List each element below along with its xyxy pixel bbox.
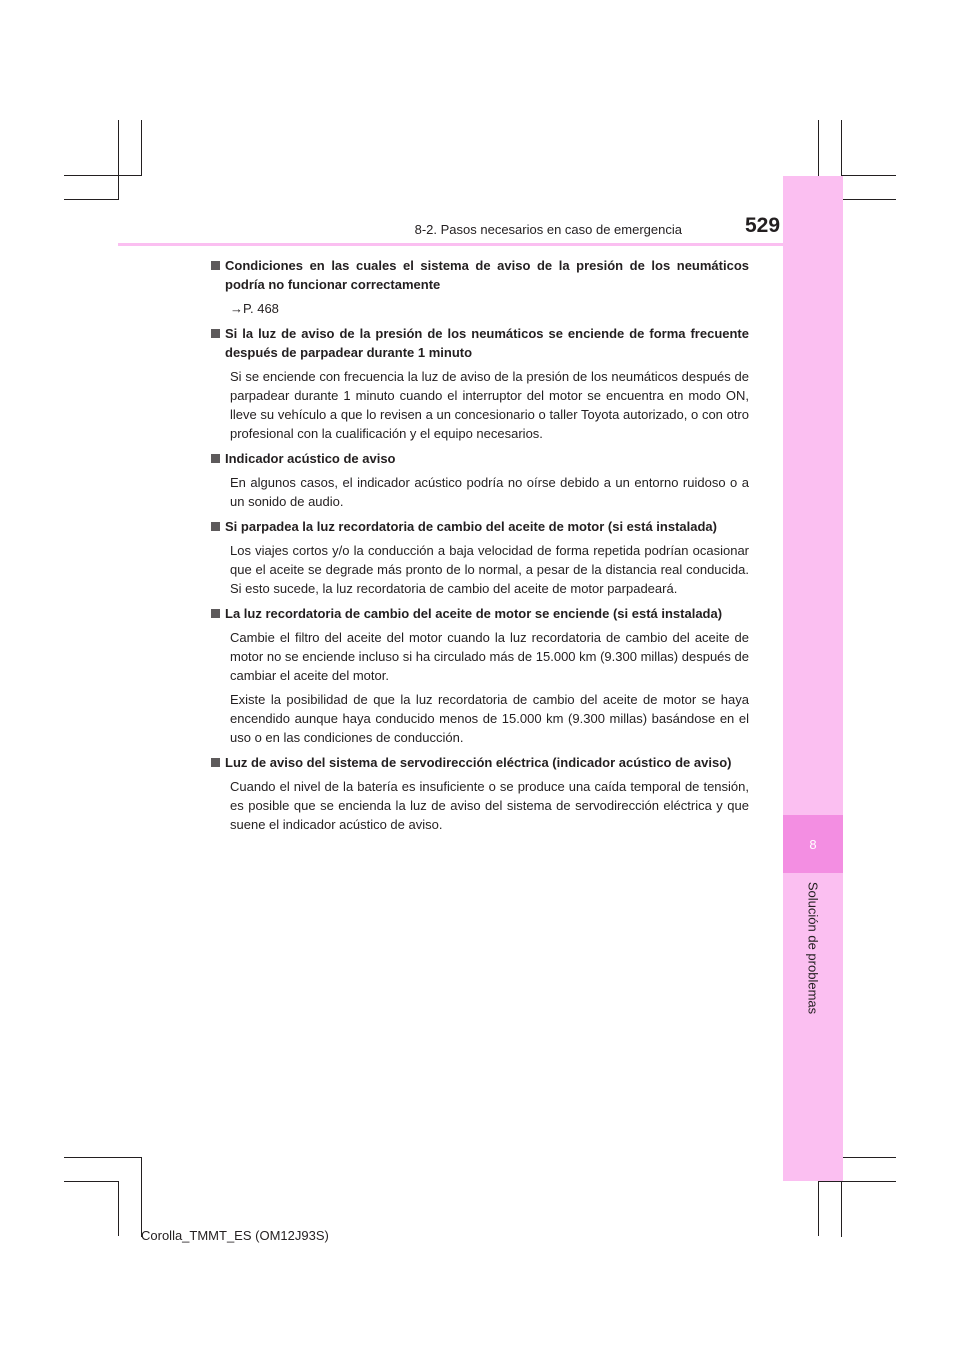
crop-mark [841,175,896,176]
chapter-number: 8 [783,815,843,873]
crop-mark [118,120,119,200]
document-id: Corolla_TMMT_ES (OM12J93S) [141,1228,329,1243]
section-heading [211,324,749,362]
header-divider [118,243,843,246]
square-bullet-icon [211,758,220,767]
section-heading-text: Indicador acústico de aviso [225,451,396,466]
section-heading-text: Luz de aviso del sistema de servodirección eléctrica (indicador acústico de aviso) [225,755,732,770]
section-heading [211,604,749,623]
page-number: 529 [745,214,781,237]
page-content [211,256,749,840]
section-heading-text: Condiciones en las cuales el sistema de aviso de la presión de los neumáticos podría no funcionar correctamente [225,258,749,292]
section-heading-text: La luz recordatoria de cambio del aceite de motor se enciende (si está instalada) [225,606,723,621]
section-oil-reminder-on [211,604,749,747]
section-warning-buzzer [211,449,749,511]
chapter-side-tab [783,176,843,1181]
crop-mark [64,1181,119,1182]
crop-mark [818,1181,819,1236]
page-reference-link[interactable]: →P. 468 [230,301,279,316]
section-heading [211,449,749,468]
section-paragraph: Los viajes cortos y/o la conducción a baja velocidad de forma repetida podrían ocasionar que el aceite se degrade más pronto de lo normal, a pesar de la distancia real conducida. Si esto sucede, la luz recordatoria de cambio del aceite de motor parpadeará. [230,543,749,596]
section-tpms-light-frequent [211,324,749,443]
crop-mark [64,1157,142,1158]
section-heading [211,517,749,536]
square-bullet-icon [211,609,220,618]
section-paragraph: Si se enciende con frecuencia la luz de aviso de la presión de los neumáticos después de parpadear durante 1 minuto cuando el interruptor del motor se encuentra en modo ON, lleve su vehículo a que lo revisen a un concesionario o taller Toyota autorizado, o con otro profesional con la cualificación y el equipo necesarios. [230,369,749,441]
crop-mark [64,175,142,176]
section-heading-text: Si la luz de aviso de la presión de los neumáticos se enciende de forma frecuente después de parpadear durante 1 minuto [225,326,749,360]
crop-mark [818,1181,896,1182]
section-paragraph: En algunos casos, el indicador acústico podría no oírse debido a un entorno ruidoso o a un sonido de audio. [230,475,749,509]
crop-mark [841,1157,896,1158]
square-bullet-icon [211,329,220,338]
section-title: 8-2. Pasos necesarios en caso de emergencia [414,222,682,237]
crop-mark [141,1157,142,1237]
section-heading [211,753,749,772]
crop-mark [64,199,119,200]
section-heading [211,256,749,294]
section-tpms-conditions [211,256,749,318]
section-heading-text: Si parpadea la luz recordatoria de cambio del aceite de motor (si está instalada) [225,519,717,534]
section-oil-reminder-flashes [211,517,749,598]
section-eps-warning [211,753,749,834]
square-bullet-icon [211,454,220,463]
section-paragraph: Cuando el nivel de la batería es insuficiente o se produce una caída temporal de tensión, es posible que se encienda la luz de aviso del sistema de servodirección eléctrica y que suene el indicador acústico de aviso. [230,779,749,832]
crop-mark [118,1181,119,1236]
section-paragraph: Existe la posibilidad de que la luz recordatoria de cambio del aceite de motor se haya encendido aunque haya conducido menos de 15.000 km (9.300 millas) basándose en el uso o en las condiciones de conducción. [230,692,749,745]
crop-mark [141,120,142,175]
chapter-label: Solución de problemas [805,881,821,1015]
crop-mark [841,120,842,175]
square-bullet-icon [211,522,220,531]
section-paragraph: Cambie el filtro del aceite del motor cuando la luz recordatoria de cambio del aceite de motor no se enciende incluso si ha circulado más de 15.000 km (9.300 millas) después de cambiar el aceite del motor. [230,630,749,683]
square-bullet-icon [211,261,220,270]
